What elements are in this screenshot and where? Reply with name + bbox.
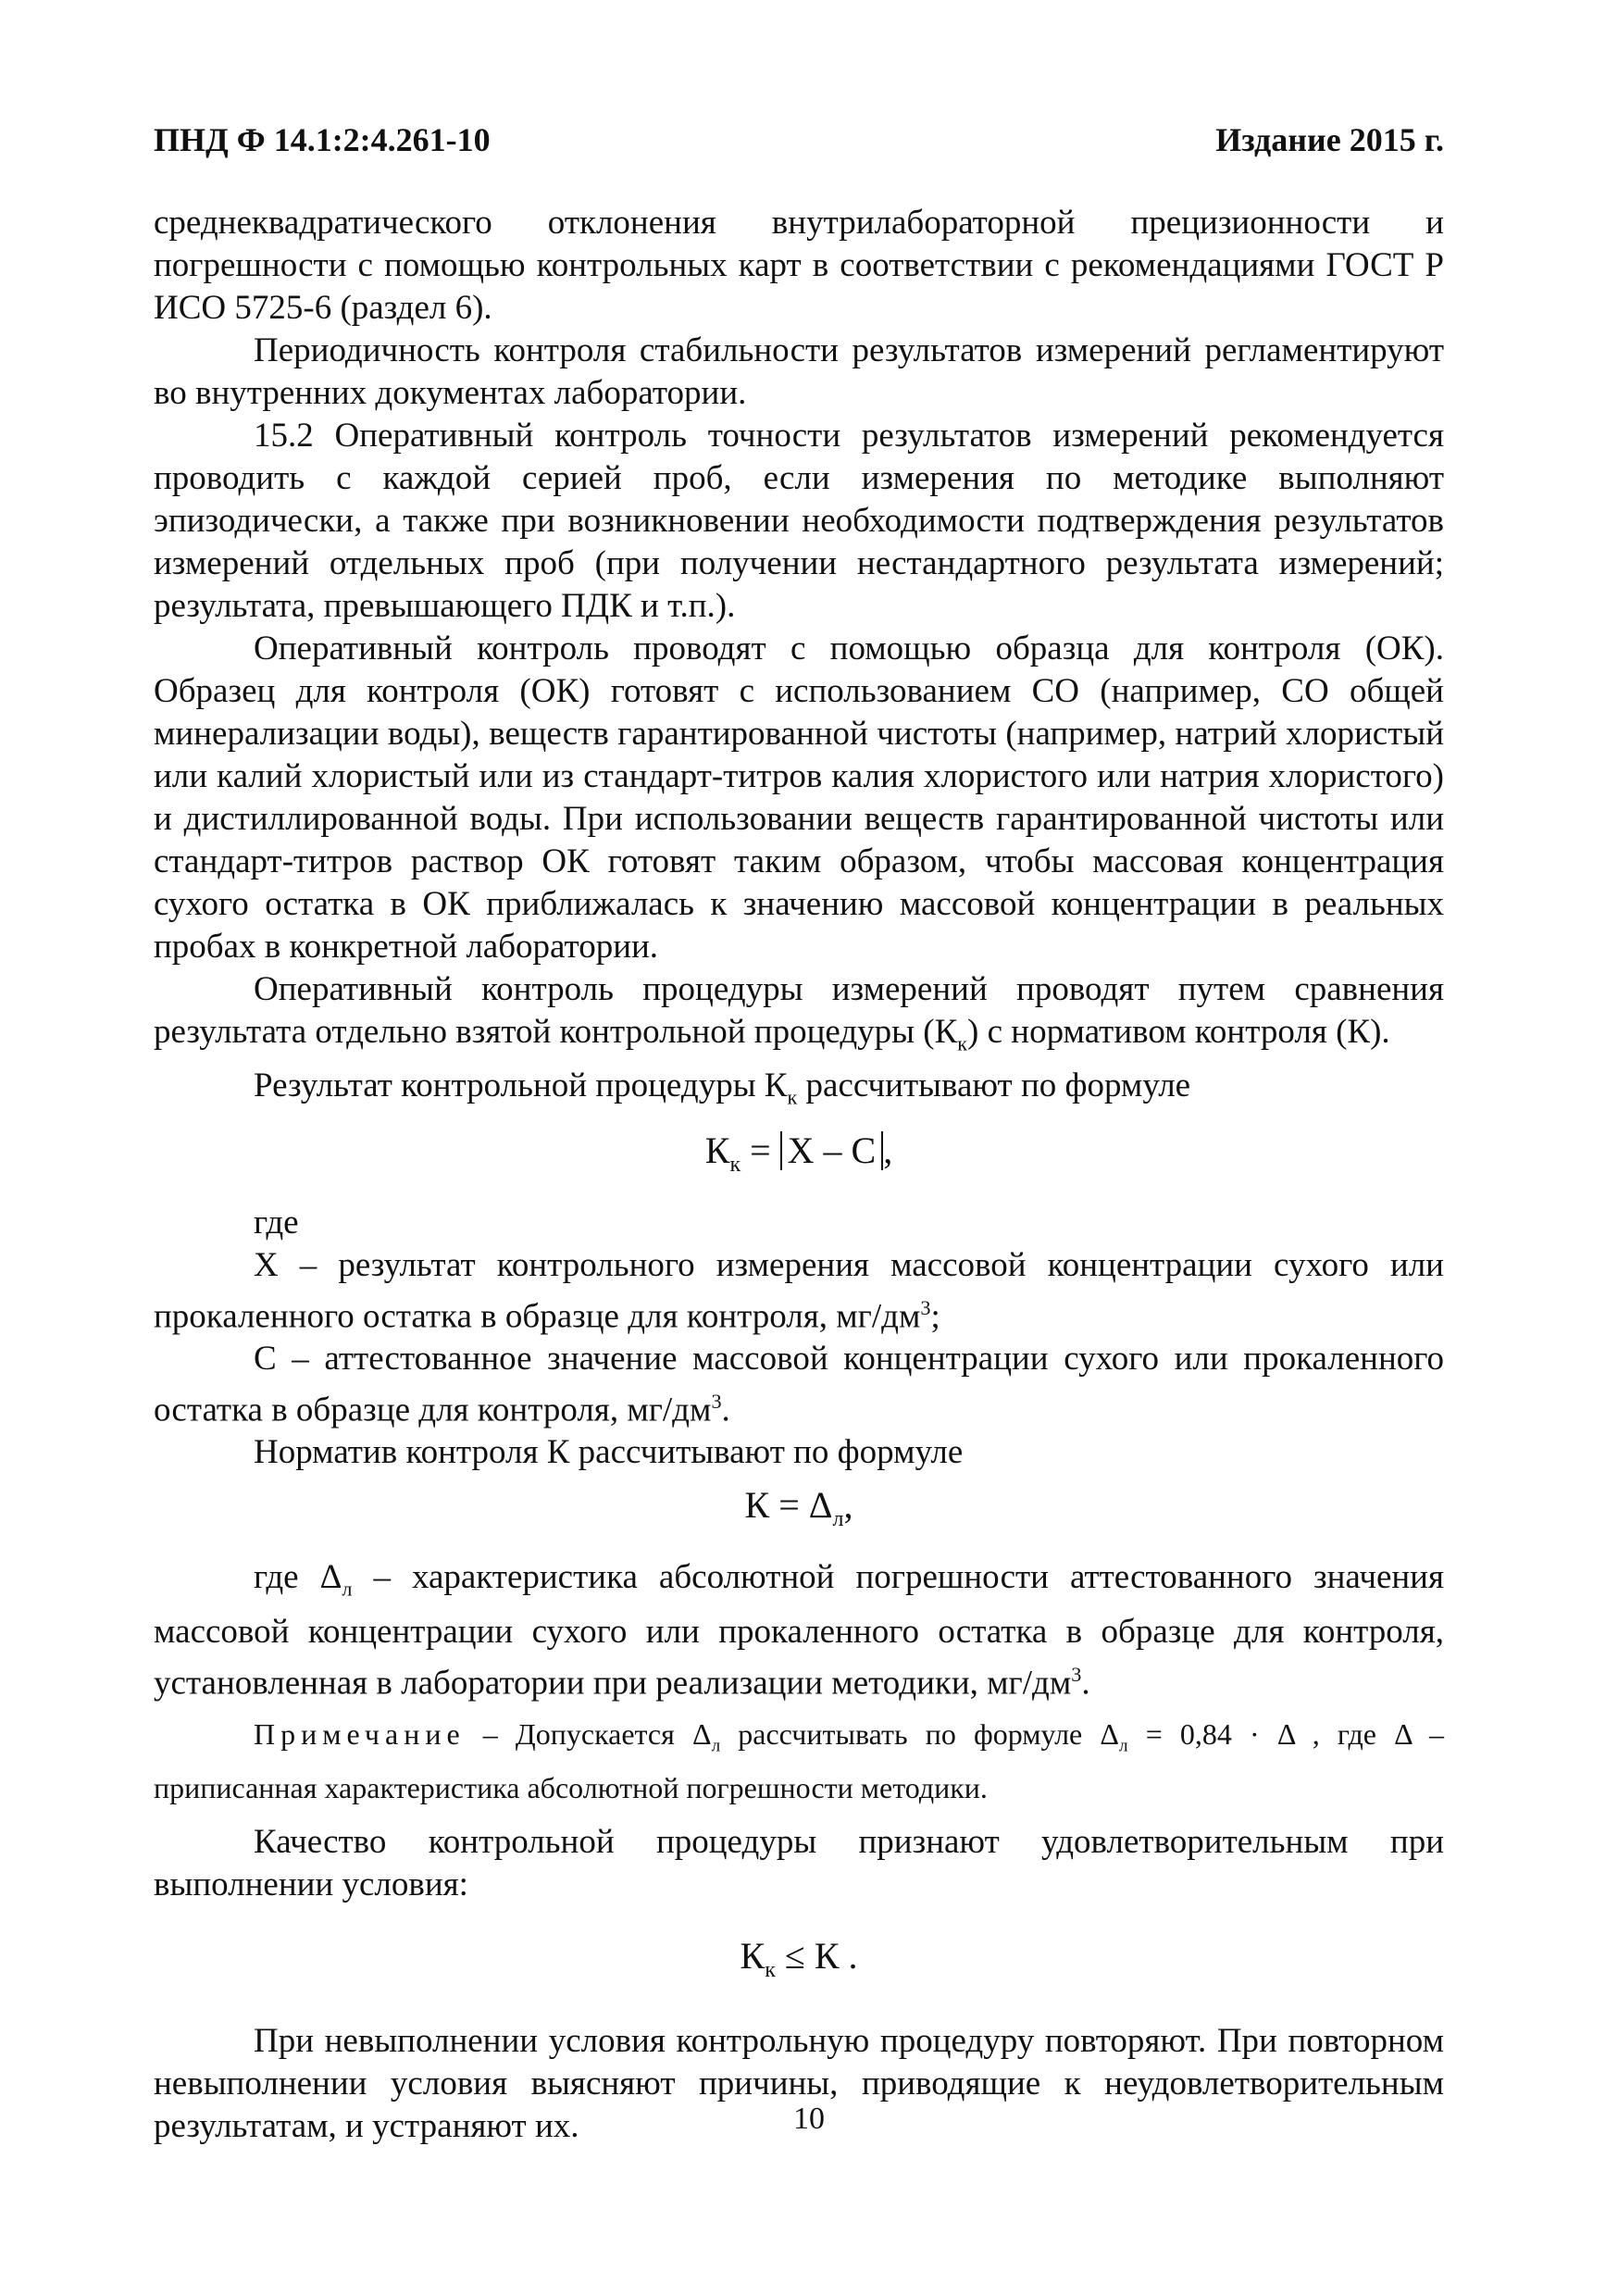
page-number: 10: [793, 2102, 825, 2136]
definition-x: Х – результат контрольного измерения массовой концентрации сухого или прокаленного остатка в образце для контроля, $мг/дм^3$;: [154, 1245, 1444, 1336]
formula-norm: $К = \Delta_л$,: [744, 1484, 853, 1532]
body-text: [154, 202, 1444, 2148]
paragraph-quality: Качество контрольной процедуры признают удовлетворительным при выполнении условия:: [154, 1822, 1444, 1903]
document-code: ПНД Ф 14.1:2:4.261-10: [154, 121, 491, 158]
absolute-value: Х – С: [780, 1131, 884, 1170]
note: Примечание – Допускается $\Delta_л$ рассчитывать по формуле $\Delta_л = 0,84 \cdot \Delta$ , где Δ – приписанная характеристика абсолютной погрешности методики.: [154, 1717, 1445, 1804]
paragraph-control-sample: Оперативный контроль проводят с помощью образца для контроля (ОК). Образец для контроля (ОК) готовят с использованием СО (например, СО общей минерализации воды), веществ гарантированной чистоты (например, натрий хлористый или калий хлористый или из стандарт-титров калия хлористого или натрия хлористого) и дистиллированной воды. При использовании веществ гарантированной чистоты или стандарт-титров раствор ОК готовят таким образом, чтобы массовая концентрация сухого остатка в ОК приближалась к значению массовой концентрации в реальных пробах в конкретной лаборатории.: [154, 630, 1444, 966]
paragraph-norm: Норматив контроля К рассчитывают по формуле: [254, 1433, 964, 1472]
paragraph-section-15-2: 15.2 Оперативный контроль точности результатов измерений рекомендуется проводить с каждой серией проб, если измерения по методике выполняют эпизодически, а также при возникновении необходимости подтверждения результатов измерений отдельных проб (при получении нестандартного результата измерений; результата, превышающего ПДК и т.п.).: [154, 417, 1444, 625]
paragraph-periodicity: Периодичность контроля стабильности результатов измерений регламентируют во внутренних документах лаборатории.: [154, 331, 1444, 412]
paragraph-continuation: среднеквадратического отклонения внутрилабораторной прецизионности и погрешности с помощью контрольных карт в соответствии с рекомендациями ГОСТ Р ИСО 5725-6 (раздел 6).: [154, 204, 1444, 327]
paragraph-repeat: При невыполнении условия контрольную процедуру повторяют. При повторном невыполнении условия выясняют причины, приводящие к неудовлетворительным результатам, и устраняют их.: [154, 2021, 1444, 2145]
where-label: где: [254, 1203, 299, 1242]
paragraph-comparison: Оперативный контроль процедуры измерений проводят путем сравнения результата отдельно взятой контрольной процедуры $(К_к)$ с нормативом контроля (К).: [154, 970, 1444, 1055]
note-label: Примечание: [254, 1717, 466, 1752]
formula-kk: $К_к = Х - С$ ,: [704, 1129, 893, 1177]
edition-label: Издание 2015 г.: [1215, 121, 1444, 158]
formula-condition: $К_к \le К$ .: [740, 1934, 858, 1982]
definition-c: С – аттестованное значение массовой концентрации сухого или прокаленного остатка в образце для контроля, $мг/дм^3$.: [154, 1340, 1444, 1429]
paragraph-formula-intro: Результат контрольной процедуры $К_к$ рассчитывают по формуле: [254, 1067, 1191, 1109]
definition-delta: где $\Delta_л$ – характеристика абсолютной погрешности аттестованного значения массовой концентрации сухого или прокаленного остатка в образце для контроля, установленная в лаборатории при реализации методики, $мг/дм^3$.: [154, 1558, 1444, 1703]
